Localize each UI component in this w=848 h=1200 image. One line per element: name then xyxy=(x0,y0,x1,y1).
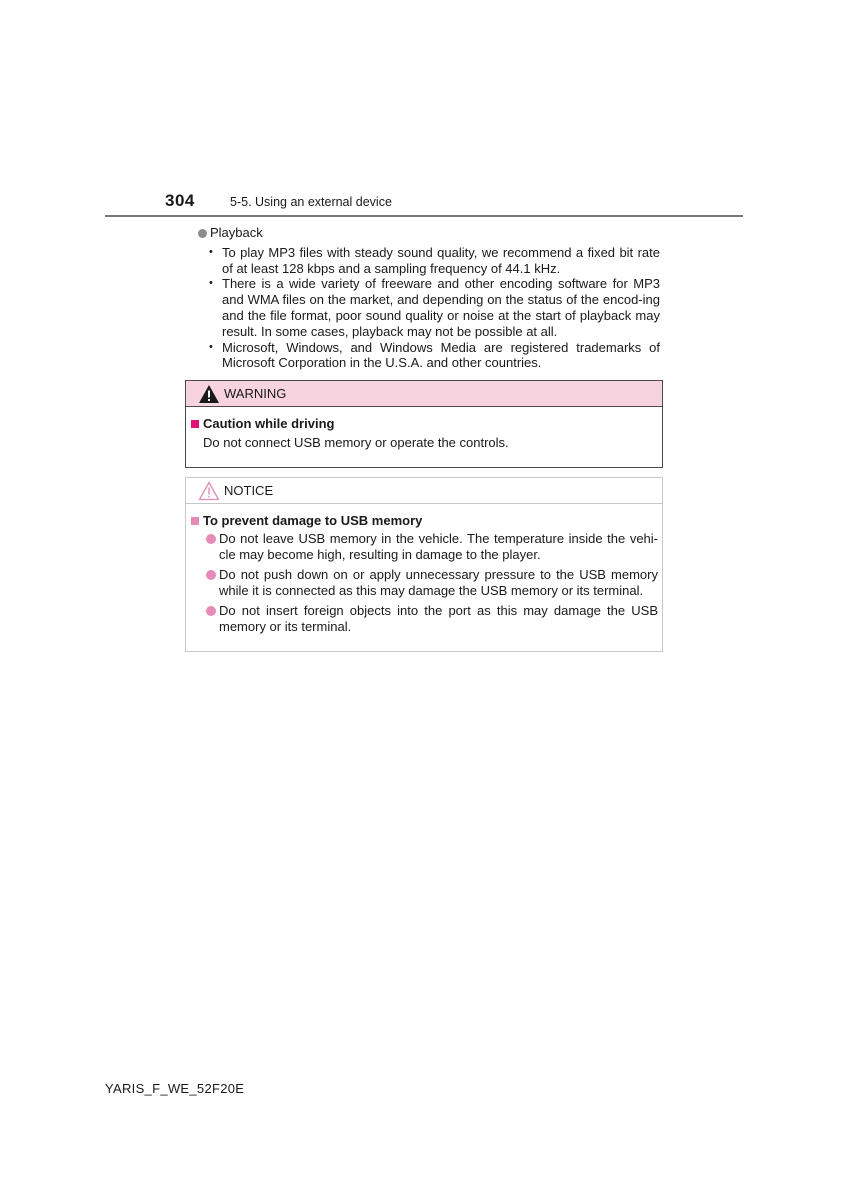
list-item: • To play MP3 files with steady sound quality, we recommend a fixed bit rate of at least 128 kbps and a sampling frequency of 44.1 kHz. xyxy=(209,245,660,277)
warning-triangle-icon xyxy=(198,384,220,404)
list-item xyxy=(203,531,658,563)
list-item xyxy=(203,567,658,599)
notice-box xyxy=(185,477,663,652)
square-bullet-icon xyxy=(191,420,199,428)
list-item-text: Do not insert foreign objects into the port as this may damage the USB memory or its terminal. xyxy=(219,603,658,634)
notice-title xyxy=(191,513,658,529)
list-item: • There is a wide variety of freeware and other encoding software for MP3 and WMA files on the market, and depending on the status of the encod-ing and the file format, poor sound quality or noise at the start of playback may result. In some cases, playback may not be possible at all. xyxy=(209,276,660,339)
document-id: YARIS_F_WE_52F20E xyxy=(105,1081,245,1096)
warning-text: Do not connect USB memory or operate the controls. xyxy=(203,435,509,450)
list-item: • Microsoft, Windows, and Windows Media are registered trademarks of Microsoft Corporation in the U.S.A. and other countries. xyxy=(209,340,660,372)
warning-header xyxy=(186,381,662,407)
notice-list xyxy=(191,531,658,635)
notice-header xyxy=(186,478,662,504)
warning-body xyxy=(186,407,662,451)
playback-heading xyxy=(198,225,660,241)
notice-title-label: To prevent damage to USB memory xyxy=(203,513,423,528)
notice-body xyxy=(186,504,662,635)
notice-label: NOTICE xyxy=(224,482,274,498)
square-bullet-icon xyxy=(191,517,199,525)
warning-title xyxy=(191,416,658,432)
header-rule xyxy=(105,215,743,217)
warning-label: WARNING xyxy=(224,385,287,401)
page-number: 304 xyxy=(165,191,195,210)
warning-box xyxy=(185,380,663,468)
notice-triangle-icon xyxy=(198,481,220,501)
list-item xyxy=(203,603,658,635)
gray-bullet-icon xyxy=(198,229,207,238)
playback-heading-label: Playback xyxy=(210,225,263,240)
warning-title-label: Caution while driving xyxy=(203,416,335,431)
list-item-text: Do not push down on or apply unnecessary pressure to the USB memory while it is connected as this may damage the USB memory or its terminal. xyxy=(219,567,658,598)
pink-bullet-icon xyxy=(206,606,216,616)
playback-section xyxy=(198,225,660,371)
section-title: 5-5. Using an external device xyxy=(230,195,392,209)
list-item-text: Do not leave USB memory in the vehicle. The temperature inside the vehi-cle may become high, resulting in damage to the player. xyxy=(219,531,658,562)
pink-bullet-icon xyxy=(206,570,216,580)
pink-bullet-icon xyxy=(206,534,216,544)
playback-list xyxy=(198,245,660,371)
